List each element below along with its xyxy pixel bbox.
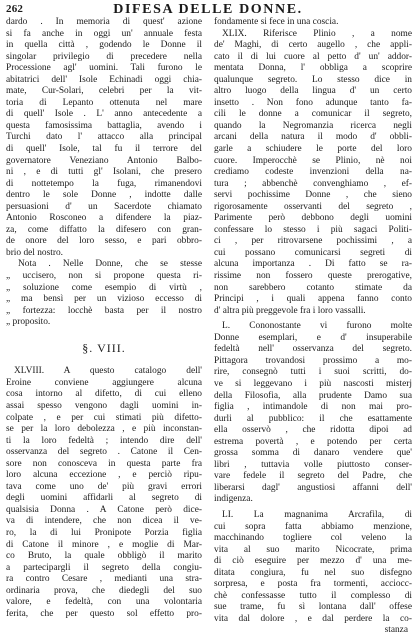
text-line: cui possano comunicarsi segreti di bbox=[214, 247, 412, 258]
text-line: degli uomini affidarli al segreto di bbox=[6, 493, 202, 504]
text-line: fedeltà nell' osservanza del segreto. bbox=[214, 344, 412, 355]
paragraph-xlix bbox=[214, 40, 412, 317]
text-line: sorpresa, e posta fra tormenti, acciocc- bbox=[214, 579, 412, 590]
text-line: liberarsi dagl' angustiosi affanni dell' bbox=[214, 482, 412, 493]
text-line: governatore Veneziano Antonio Balbo- bbox=[6, 155, 202, 166]
text-line: ci , per ritrovarsene pochissimi , a bbox=[214, 236, 412, 247]
right-continuation bbox=[214, 17, 412, 29]
text-line: cuore. Imperocchè se Plinio, nè noi bbox=[214, 155, 412, 166]
text-line: confessare lo stesso i più sagaci Politi- bbox=[214, 224, 412, 235]
text-line: „ proposito. bbox=[6, 317, 51, 328]
text-line: rissime non fossero queste prerogative, bbox=[214, 271, 412, 282]
text-line: ra contro Cesare , medianti una stra- bbox=[6, 574, 202, 585]
text-line: qualsisia Donna . A Catone però dice- bbox=[6, 504, 202, 515]
text-line: assai spesso vengono dagli uomini in- bbox=[6, 400, 202, 411]
text-line: Parimente però debbono degli uomini bbox=[214, 213, 412, 224]
text-line: alcuna importanza . Di fatto se ra- bbox=[214, 259, 412, 270]
text-line: persuasioni d' un Sacerdote chiamato bbox=[6, 201, 202, 212]
text-line: va di intendere, che non dicea il ve- bbox=[6, 516, 202, 527]
text-line: XLVIII. A questo catalogo dell' bbox=[14, 366, 202, 377]
text-line: mate, Cur-Solari, celebri per la vit- bbox=[6, 86, 202, 97]
text-line: di Catone il minore , e moglie di Mar- bbox=[6, 539, 202, 550]
text-line: de' Maghi, di certo augello , che appli- bbox=[214, 40, 412, 51]
text-line: ni , e di tutti gl' Isolani, che presero bbox=[6, 167, 202, 178]
text-line: figlia , intimandole di non mai pro- bbox=[214, 402, 412, 413]
text-line: co Bruto, la quale obbligò il marito bbox=[6, 551, 202, 562]
text-line: si fa anche in oggi un' annuale festa bbox=[6, 28, 202, 39]
running-title: DIFESA DELLE DONNE. bbox=[113, 2, 303, 17]
text-line: non sarebbero cotanto stimate da bbox=[214, 282, 412, 293]
text-line: sore non conosceva in questa parte fra bbox=[6, 458, 202, 469]
text-line: cato il di lui cuore al petto d' un' addor- bbox=[214, 51, 412, 62]
text-line: „ ma bensì per un vizioso eccesso di bbox=[6, 294, 202, 305]
text-line: arcani della natura il modo d' obbli- bbox=[214, 132, 412, 143]
text-line: Turchi dato l' attacco alla principal bbox=[6, 132, 202, 143]
page-number: 262 bbox=[6, 3, 24, 15]
text-line: vita dal dolore , e dal perdere la co- bbox=[214, 613, 412, 624]
text-line: cili le donne a comunicar il segreto, bbox=[214, 109, 412, 120]
text-line: della Filosofia, alla prudente Damo sua bbox=[214, 390, 412, 401]
text-line: quando la Negromanzia ricerca negli bbox=[214, 120, 412, 131]
text-line: abitatrici dell' Isole Echinadi oggi chia- bbox=[6, 74, 202, 85]
text-line: insetto . Non fono adunque tanto fa- bbox=[214, 97, 412, 108]
right-column bbox=[214, 17, 412, 636]
section-heading: §. VIII. bbox=[82, 340, 126, 355]
text-line: qualunque segreto. Lo stesso dice in bbox=[214, 74, 412, 85]
text-line: valore, e fedeltà, con una volontaria bbox=[6, 597, 202, 608]
text-line: „ uccisero, non si propone questa ri- bbox=[6, 271, 202, 282]
text-line: loro alcuna eccezione , e perciò ripu- bbox=[6, 470, 202, 481]
text-line: di quell' Isole, tal fu il terrore del bbox=[6, 144, 202, 155]
text-line: tura ; abbenchè convenghiamo , ef- bbox=[214, 178, 412, 189]
text-line: durli al pubblico: il che esattamente bbox=[214, 413, 412, 424]
text-line: vita al suo marito Nicocrate, prima bbox=[214, 544, 412, 555]
left-paragraph bbox=[6, 17, 202, 259]
text-line: indigenza. bbox=[214, 494, 253, 505]
text-line: ve si leggevano i più nascosti misterj bbox=[214, 378, 412, 389]
text-line: libri , tuttavia volle piuttosto conser- bbox=[214, 459, 412, 470]
text-line: ti la loro fedeltà ; intendo dire dell' bbox=[6, 435, 202, 446]
text-line: sue trame, fu sì lontana dall' offese bbox=[214, 602, 412, 613]
text-line: ditata congiura, fu nel suo disfegno bbox=[214, 567, 412, 578]
text-line: ro, la di lui Pronipote Porzia figlia bbox=[6, 527, 202, 538]
text-line: macchinando togliere col veleno la bbox=[214, 533, 412, 544]
text-line: de onore del loro sesso, e pari obbro- bbox=[6, 236, 202, 247]
text-line: di quell' Isole . L' anno antecedente a bbox=[6, 109, 202, 120]
text-line: se per la loro debolezza , e più inconstan- bbox=[6, 424, 202, 435]
note-paragraph bbox=[6, 259, 202, 328]
text-line: singolar privilegio di precedere nella bbox=[6, 51, 202, 62]
left-body-paragraph bbox=[6, 366, 202, 620]
text-line: tava come uno de' più gravi errori bbox=[6, 481, 202, 492]
text-line: „ fortezza: locchè basta per il nostro bbox=[6, 305, 202, 316]
text-line: Nota . Nelle Donne, che se stesse bbox=[18, 259, 202, 270]
text-line: L. Cononostante vi furono molte bbox=[222, 321, 412, 332]
text-line: ordinaria prova, che diedegli del suo bbox=[6, 585, 202, 596]
text-line: di nottetempo la fuga, rimanendovi bbox=[6, 178, 202, 189]
text-line: rire, consegnò tutti i suoi scritti, do- bbox=[214, 367, 412, 378]
text-line: osservanza del segreto . Catone il Cen- bbox=[6, 447, 202, 458]
text-line: „ soluzione come esempio di virtù , bbox=[6, 282, 202, 293]
paragraph-li bbox=[214, 510, 412, 625]
text-line: rigorosamente osservanti del segreto , bbox=[214, 201, 412, 212]
text-line: questa famosissima battaglia, avendo i bbox=[6, 120, 202, 131]
text-line: LI. La magnanima Arcrafila, di bbox=[222, 509, 412, 520]
text-line: di ciò eseguire per mezzo d' una me- bbox=[214, 556, 412, 567]
text-line: Eroine conviene aggiungere alcuna bbox=[6, 377, 202, 388]
text-line: chè confessasse tutto il complesso di bbox=[214, 590, 412, 601]
text-line: cui sopra fatta abbiamo menzione, bbox=[214, 521, 412, 532]
text-line: Pittagora trovandosi prossimo a mo- bbox=[214, 355, 412, 366]
text-line: crediamo codeste invenzioni della na- bbox=[214, 167, 412, 178]
paragraph-l bbox=[214, 321, 412, 506]
text-line: toria di Lepanto ottenuta nel mare bbox=[6, 97, 202, 108]
text-line: servi pochissime Donne , che sieno bbox=[214, 190, 412, 201]
text-line: mentata Donna, l' obbliga a scoprire bbox=[214, 63, 412, 74]
text-line: Antonio Rosconeo a difendere la piaz- bbox=[6, 213, 202, 224]
text-line: altro luogo della lingua d' un certo bbox=[214, 86, 412, 97]
text-line: za, come diffatto la difesero con gran- bbox=[6, 224, 202, 235]
text-line: ella osservò , che ridotta dipoi ad bbox=[214, 425, 412, 436]
text-line: dentro le sole Donne , indotte dalle bbox=[6, 190, 202, 201]
text-line: d' altra più preggevole fra i loro vassalli. bbox=[214, 305, 366, 316]
text-line: cosa intorno al difetto, di cui elleno bbox=[6, 389, 202, 400]
text-line: in quella città , godendo le Donne il bbox=[6, 40, 202, 51]
left-column bbox=[6, 17, 202, 619]
catchword: stanza bbox=[384, 625, 408, 636]
text-line: Processione agl' uomini. Tali furono le bbox=[6, 63, 202, 74]
page-header bbox=[6, 3, 410, 17]
text-line: fondamente si fece in una coscia. bbox=[214, 17, 339, 27]
text-line: dardo . In memoria di quest' azione bbox=[6, 17, 202, 27]
paragraph-heading-xlix: XLIX. Riferisce Plinio , a nome bbox=[222, 28, 412, 39]
text-line: colpate , e per cui stimati più difetto- bbox=[6, 412, 202, 423]
text-line: brio del nostro. bbox=[6, 247, 64, 258]
text-line: Principi , i quali appena fanno conto bbox=[214, 294, 412, 305]
text-line: ferita, che per questo sol effetto pro- bbox=[6, 608, 202, 619]
text-line: a partecipargli il segreto della congiu- bbox=[6, 562, 202, 573]
text-line: garle a schiudere le porte del loro bbox=[214, 144, 412, 155]
text-line: estrema povertà , e potendo per certa bbox=[214, 436, 412, 447]
text-line: Donne esemplari, e d' insuperabile bbox=[214, 332, 412, 343]
text-line: vare fedele il segreto del Padre, che bbox=[214, 471, 412, 482]
text-line: grossa somma di danaro vendere que' bbox=[214, 448, 412, 459]
